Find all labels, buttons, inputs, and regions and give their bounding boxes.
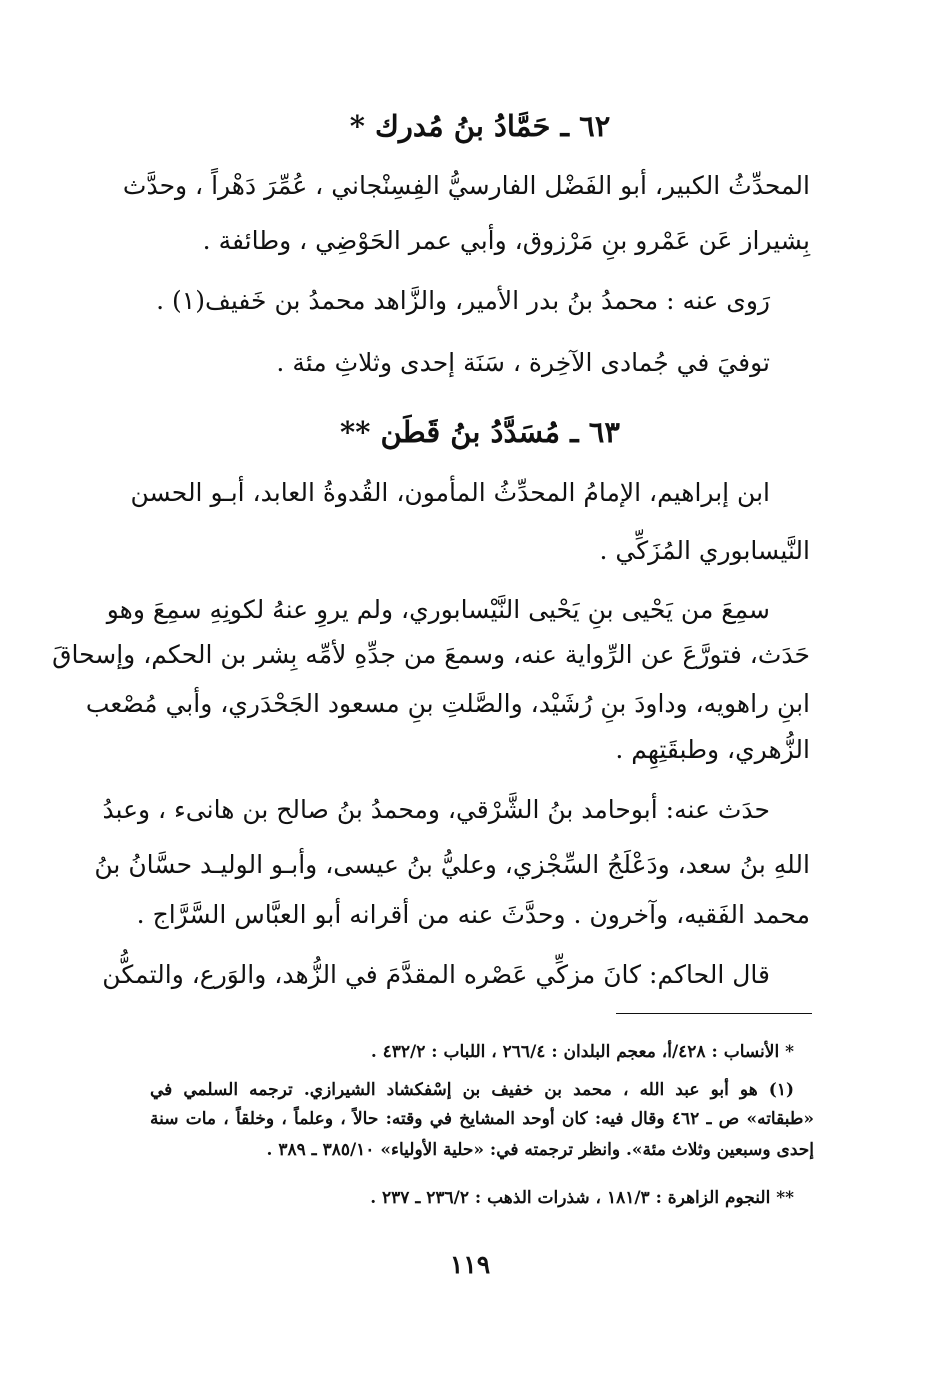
entry-63-line-6: الزُّهري، وطبقَتِهِم . xyxy=(615,735,810,764)
footnote-1-line-2: «طبقاته» ص ـ ٤٦٢ وقال فيه: كان أوحد المشايخ في وقته: حالاً ، وعلماً ، وخلقاً ، مات سنة xyxy=(150,1109,814,1129)
footnote-1-line-3: إحدى وسبعين وثلاث مئة». وانظر ترجمته في: «حلية الأولياء» ٣٨٥/١٠ ـ ٣٨٩ . xyxy=(266,1140,814,1160)
footnote-source-63: ** النجوم الزاهرة : ١٨١/٣ ، شذرات الذهب : ٢٣٦/٢ ـ ٢٣٧ . xyxy=(370,1188,794,1208)
entry-63-line-7: حدَث عنه: أبوحامد بنُ الشَّرْقي، ومحمدُ بنُ صالح بن هانىء ، وعبدُ xyxy=(102,795,770,824)
entry-63-line-1: ابن إبراهيم، الإمامُ المحدِّثُ المأمون، القُدوةُ العابد، أبـو الحسن xyxy=(130,478,770,507)
entry-62-line-3: رَوى عنه : محمدُ بنُ بدر الأمير، والزَّاهد محمدُ بن خَفيف(١) . xyxy=(156,286,770,315)
footnote-1-line-1: (١) هو أبو عبد الله ، محمد بن خفيف بن إسْفكشاد الشيرازي. ترجمه السلمي في xyxy=(150,1080,794,1100)
page-number: ١١٩ xyxy=(449,1250,491,1279)
entry-63-heading: ٦٣ ـ مُسَدَّدُ بنُ قَطَن ** xyxy=(340,415,620,449)
entry-63-line-8: اللهِ بنُ سعد، ودَعْلَجُ السِّجْزي، وعليُّ بنُ عيسى، وأبـو الوليـد حسَّانُ بنُ xyxy=(94,850,810,879)
entry-63-line-2: النَّيسابوري المُزَكِّي . xyxy=(599,536,810,565)
footnote-separator xyxy=(616,1013,812,1014)
entry-63-line-10: قال الحاكم: كانَ مزكِّي عَصْره المقدَّمَ في الزُّهد، والوَرع، والتمكُّن xyxy=(102,960,770,989)
entry-62-heading: ٦٢ ـ حَمَّادُ بنُ مُدرك * xyxy=(349,109,611,143)
entry-63-line-9: محمد الفَقيه، وآخرون . وحدَّثَ عنه من أقرانه أبو العبَّاس السَّرَّاج . xyxy=(136,900,810,929)
footnote-source-62: * الأنساب : ٤٢٨/أ، معجم البلدان : ٢٦٦/٤ ، اللباب : ٤٣٢/٢ . xyxy=(370,1042,794,1062)
entry-63-line-3: سمِعَ من يَحْيى بنِ يَحْيى النَّيْسابوري، ولم يروِ عنهُ لكونِهِ سمِعَ وهو xyxy=(106,595,770,624)
entry-62-line-1: المحدِّثُ الكبير، أبو الفَضْل الفارسيُّ الفِسِنْجاني ، عُمِّرَ دَهْراً ، وحدَّث xyxy=(122,171,810,200)
entry-63-line-4: حَدَث، فتورَّعَ عن الرِّواية عنه، وسمعَ من جدِّهِ لأمِّه بِشر بن الحكم، وإسحاقَ xyxy=(52,640,810,669)
entry-62-line-2: بِشيراز عَن عَمْرو بنِ مَرْزوق، وأبي عمر الحَوْضِي ، وطائفة . xyxy=(202,226,810,255)
entry-62-line-4: توفيَ في جُمادى الآخِرة ، سَنَة إحدى وثلاثِ مئة . xyxy=(276,348,770,377)
entry-63-line-5: ابنِ راهويه، وداودَ بنِ رُشَيْد، والصَّلتِ بنِ مسعود الجَحْدَري، وأبي مُصْعب xyxy=(85,689,810,718)
